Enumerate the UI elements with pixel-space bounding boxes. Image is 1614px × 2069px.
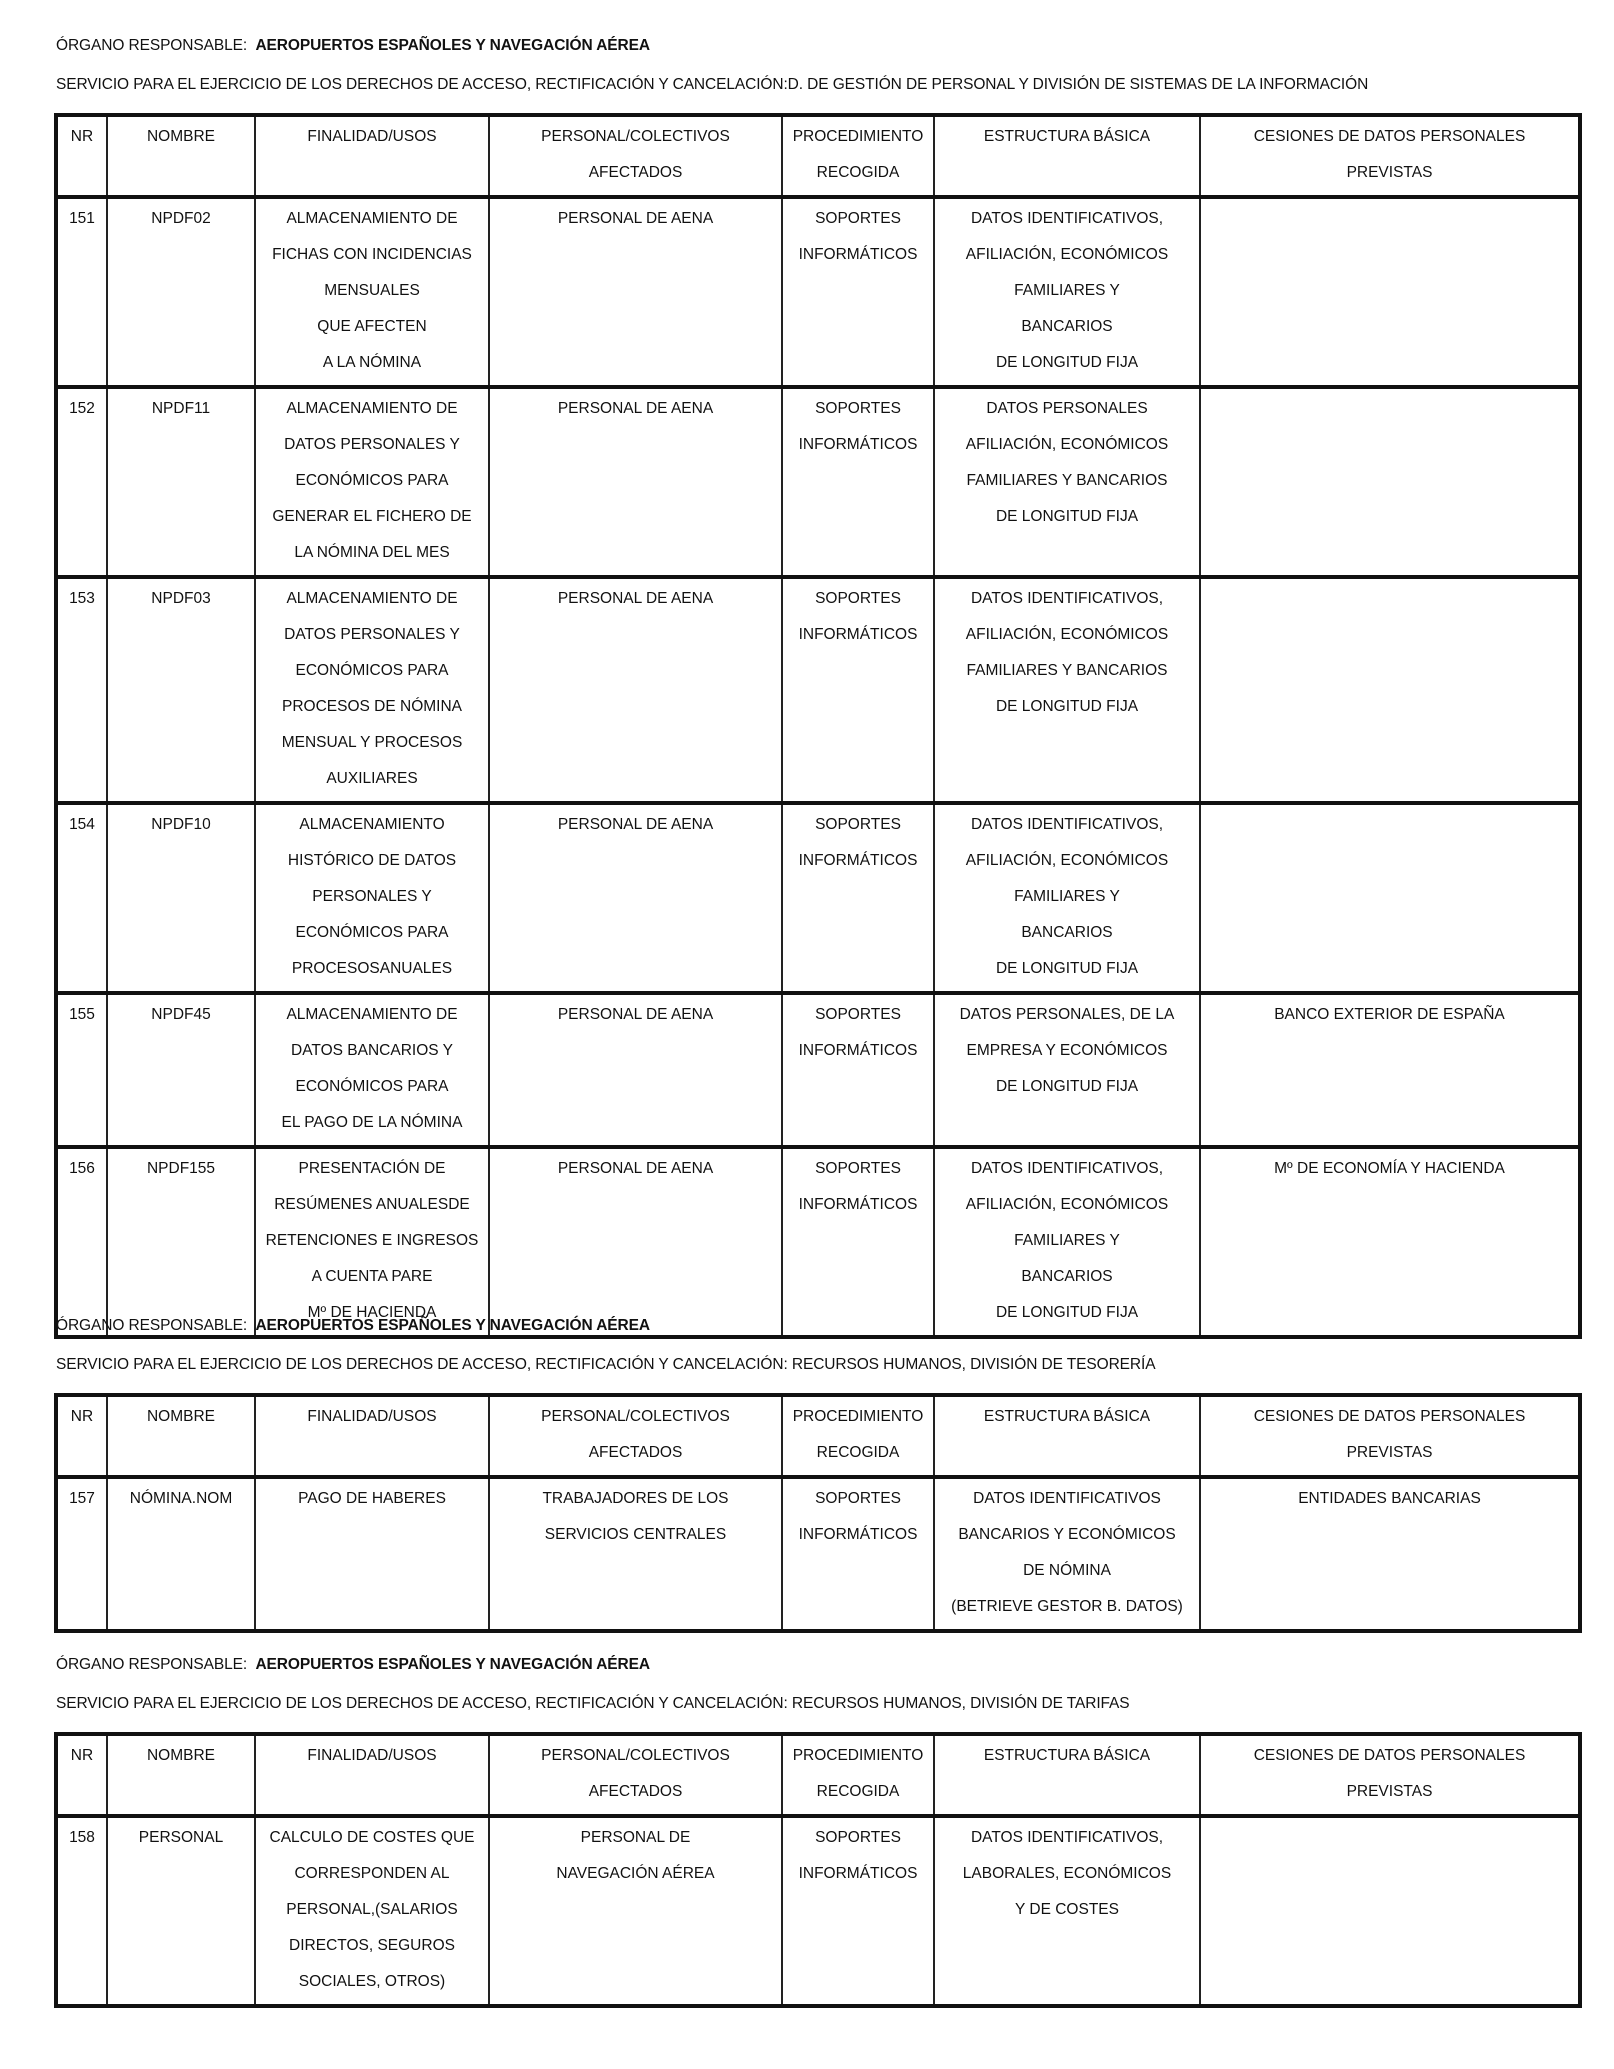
cell-text-line: NÓMINA.NOM	[129, 1490, 233, 1507]
header-estructura	[934, 115, 1200, 197]
cell-text-line: PERSONAL DE AENA	[557, 1006, 714, 1023]
cell-text-line: DATOS IDENTIFICATIVOS,	[970, 1829, 1164, 1846]
header-text: NOMBRE	[146, 1747, 216, 1764]
cell-text-line: PROCESOSANUALES	[291, 960, 453, 977]
cell-text-line: QUE AFECTEN	[317, 318, 427, 335]
header-text: PREVISTAS	[1346, 1783, 1433, 1800]
cell-text-line: LA NÓMINA DEL MES	[294, 544, 450, 561]
cell-nombre	[107, 1477, 255, 1631]
registry-section-1	[56, 36, 1576, 1339]
service-line: SERVICIO PARA EL EJERCICIO DE LOS DERECHOS DE ACCESO, RECTIFICACIÓN Y CANCELACIÓN: RECURSOS HUMANOS, DIVISIÓN DE TARIFAS	[56, 1695, 1130, 1712]
cell-text-line: SOPORTES	[815, 210, 901, 227]
header-estructura	[934, 1734, 1200, 1816]
header-text: CESIONES DE DATOS PERSONALES	[1253, 1408, 1526, 1425]
table-row	[56, 1147, 1580, 1337]
cell-text-line: PRESENTACIÓN DE	[298, 1160, 446, 1177]
cell-estructura	[934, 1816, 1200, 2006]
organ-label: ÓRGANO RESPONSABLE:	[56, 37, 248, 54]
registry-table	[54, 1393, 1582, 1633]
cell-personal	[489, 577, 782, 803]
header-nombre	[107, 115, 255, 197]
cell-personal	[489, 803, 782, 993]
organ-responsible-line	[56, 36, 1576, 56]
header-text: ESTRUCTURA BÁSICA	[983, 1408, 1151, 1425]
registry-table	[54, 1732, 1582, 2008]
header-finalidad	[255, 1734, 489, 1816]
cell-text-line: DATOS IDENTIFICATIVOS,	[970, 590, 1164, 607]
cell-text-line: BANCARIOS	[1021, 318, 1113, 335]
organ-value: AEROPUERTOS ESPAÑOLES Y NAVEGACIÓN AÉREA	[255, 1656, 650, 1673]
cell-text-line: PERSONAL DE AENA	[557, 210, 714, 227]
cell-text-line: DATOS IDENTIFICATIVOS,	[970, 210, 1164, 227]
cell-text-line: FAMILIARES Y	[1014, 1232, 1120, 1249]
cell-text-line: AFILIACIÓN, ECONÓMICOS	[965, 436, 1169, 453]
cell-finalidad	[255, 1477, 489, 1631]
cell-text-line: Y DE COSTES	[1015, 1901, 1119, 1918]
organ-value: AEROPUERTOS ESPAÑOLES Y NAVEGACIÓN AÉREA	[255, 37, 650, 54]
cell-personal	[489, 1477, 782, 1631]
header-text: CESIONES DE DATOS PERSONALES	[1253, 128, 1526, 145]
cell-text-line: INFORMÁTICOS	[798, 626, 918, 643]
cell-text-line: DATOS PERSONALES, DE LA	[959, 1006, 1175, 1023]
cell-procedimiento	[782, 1816, 934, 2006]
cell-personal	[489, 387, 782, 577]
cell-cesiones	[1200, 387, 1580, 577]
header-finalidad	[255, 115, 489, 197]
cell-personal	[489, 993, 782, 1147]
cell-text-line: PAGO DE HABERES	[298, 1490, 446, 1507]
cell-text-line: TRABAJADORES DE LOS	[542, 1490, 729, 1507]
cell-text-line: SOPORTES	[815, 1006, 901, 1023]
cell-text-line: DE LONGITUD FIJA	[995, 698, 1139, 715]
cell-estructura	[934, 577, 1200, 803]
header-text: AFECTADOS	[588, 1444, 683, 1461]
table-row	[56, 803, 1580, 993]
header-text: CESIONES DE DATOS PERSONALES	[1253, 1747, 1526, 1764]
cell-text-line: AFILIACIÓN, ECONÓMICOS	[965, 1196, 1169, 1213]
cell-estructura	[934, 387, 1200, 577]
cell-text-line: PERSONAL DE AENA	[557, 590, 714, 607]
registry-section-3	[56, 1655, 1576, 2008]
header-text: ESTRUCTURA BÁSICA	[983, 1747, 1151, 1764]
cell-procedimiento	[782, 1477, 934, 1631]
cell-text-line: NPDF11	[151, 400, 211, 417]
cell-finalidad	[255, 993, 489, 1147]
cell-text-line: NPDF10	[151, 816, 211, 833]
cell-estructura	[934, 803, 1200, 993]
organ-responsible-line	[56, 1655, 1576, 1675]
header-nr	[56, 1395, 107, 1477]
cell-estructura	[934, 1477, 1200, 1631]
cell-text-line: ECONÓMICOS PARA	[295, 924, 449, 941]
cell-text-line: BANCO EXTERIOR DE ESPAÑA	[1274, 1006, 1505, 1023]
cell-text-line: ECONÓMICOS PARA	[295, 662, 449, 679]
cell-text-line: EMPRESA Y ECONÓMICOS	[966, 1042, 1168, 1059]
organ-label: ÓRGANO RESPONSABLE:	[56, 1317, 248, 1334]
cell-text-line: BANCARIOS Y ECONÓMICOS	[958, 1526, 1176, 1543]
table-row	[56, 1816, 1580, 2006]
header-text: PROCEDIMIENTO	[792, 1408, 924, 1425]
cell-estructura	[934, 993, 1200, 1147]
cell-text-line: DATOS IDENTIFICATIVOS,	[970, 816, 1164, 833]
cell-text-line: GENERAR EL FICHERO DE	[272, 508, 472, 525]
cell-nombre	[107, 577, 255, 803]
cell-text-line: DATOS PERSONALES Y	[284, 626, 460, 643]
cell-cesiones	[1200, 1477, 1580, 1631]
cell-text-line: 151	[69, 210, 95, 227]
cell-text-line: ALMACENAMIENTO	[299, 816, 445, 833]
header-estructura	[934, 1395, 1200, 1477]
cell-text-line: AUXILIARES	[326, 770, 418, 787]
header-text: RECOGIDA	[816, 1783, 900, 1800]
cell-text-line: DE LONGITUD FIJA	[995, 508, 1139, 525]
cell-text-line: PROCESOS DE NÓMINA	[282, 698, 462, 715]
cell-text-line: CORRESPONDEN AL	[294, 1865, 450, 1882]
cell-text-line: CALCULO DE COSTES QUE	[269, 1829, 475, 1846]
cell-text-line: NAVEGACIÓN AÉREA	[556, 1865, 715, 1882]
cell-text-line: AFILIACIÓN, ECONÓMICOS	[965, 246, 1169, 263]
cell-nombre	[107, 993, 255, 1147]
cell-text-line: RESÚMENES ANUALESDE	[274, 1196, 470, 1213]
header-text: NR	[70, 1408, 94, 1425]
header-text: AFECTADOS	[588, 1783, 683, 1800]
header-nr	[56, 115, 107, 197]
header-personal	[489, 115, 782, 197]
cell-estructura	[934, 197, 1200, 387]
cell-text-line: LABORALES, ECONÓMICOS	[962, 1865, 1172, 1882]
organ-responsible-line	[56, 1316, 1576, 1336]
cell-text-line: NPDF02	[151, 210, 211, 227]
cell-text-line: ALMACENAMIENTO DE	[286, 400, 458, 417]
header-procedimiento	[782, 1734, 934, 1816]
table-row	[56, 197, 1580, 387]
cell-text-line: BANCARIOS	[1021, 1268, 1113, 1285]
cell-text-line: A CUENTA PARE	[311, 1268, 433, 1285]
header-text: RECOGIDA	[816, 1444, 900, 1461]
cell-text-line: ECONÓMICOS PARA	[295, 1078, 449, 1095]
service-line: SERVICIO PARA EL EJERCICIO DE LOS DERECHOS DE ACCESO, RECTIFICACIÓN Y CANCELACIÓN: RECURSOS HUMANOS, DIVISIÓN DE TESORERÍA	[56, 1356, 1156, 1373]
cell-text-line: INFORMÁTICOS	[798, 246, 918, 263]
cell-text-line: 156	[69, 1160, 95, 1177]
cell-nr	[56, 1477, 107, 1631]
table-header-row	[56, 115, 1580, 197]
cell-text-line: BANCARIOS	[1021, 924, 1113, 941]
cell-text-line: ALMACENAMIENTO DE	[286, 210, 458, 227]
cell-text-line: INFORMÁTICOS	[798, 1042, 918, 1059]
cell-text-line: AFILIACIÓN, ECONÓMICOS	[965, 626, 1169, 643]
header-text: FINALIDAD/USOS	[307, 1408, 437, 1425]
cell-text-line: ECONÓMICOS PARA	[295, 472, 449, 489]
cell-cesiones	[1200, 993, 1580, 1147]
header-text: PERSONAL/COLECTIVOS	[541, 1747, 730, 1764]
cell-text-line: INFORMÁTICOS	[798, 1196, 918, 1213]
cell-cesiones	[1200, 803, 1580, 993]
cell-nr	[56, 197, 107, 387]
cell-nombre	[107, 803, 255, 993]
cell-text-line: DE LONGITUD FIJA	[995, 1078, 1139, 1095]
registry-table	[54, 113, 1582, 1339]
cell-finalidad	[255, 197, 489, 387]
cell-text-line: PERSONAL DE AENA	[557, 400, 714, 417]
cell-cesiones	[1200, 197, 1580, 387]
table-row	[56, 1477, 1580, 1631]
table-row	[56, 577, 1580, 803]
header-text: ESTRUCTURA BÁSICA	[983, 128, 1151, 145]
cell-nr	[56, 993, 107, 1147]
cell-text-line: PERSONAL DE	[580, 1829, 691, 1846]
cell-text-line: FAMILIARES Y	[1014, 888, 1120, 905]
cell-finalidad	[255, 1147, 489, 1337]
cell-finalidad	[255, 577, 489, 803]
organ-value: AEROPUERTOS ESPAÑOLES Y NAVEGACIÓN AÉREA	[255, 1317, 650, 1334]
cell-text-line: SERVICIOS CENTRALES	[544, 1526, 727, 1543]
cell-text-line: SOPORTES	[815, 590, 901, 607]
header-text: PERSONAL/COLECTIVOS	[541, 1408, 730, 1425]
cell-text-line: 155	[69, 1006, 95, 1023]
cell-text-line: PERSONAL DE AENA	[557, 1160, 714, 1177]
cell-text-line: DATOS IDENTIFICATIVOS,	[970, 1160, 1164, 1177]
cell-text-line: HISTÓRICO DE DATOS	[287, 852, 457, 869]
cell-text-line: SOPORTES	[815, 1160, 901, 1177]
cell-nr	[56, 387, 107, 577]
cell-text-line: MENSUALES	[324, 282, 420, 299]
cell-text-line: DATOS PERSONALES Y	[284, 436, 460, 453]
cell-nr	[56, 577, 107, 803]
cell-text-line: Mº DE HACIENDA	[307, 1304, 437, 1321]
organ-label: ÓRGANO RESPONSABLE:	[56, 1656, 248, 1673]
cell-text-line: INFORMÁTICOS	[798, 852, 918, 869]
header-nombre	[107, 1734, 255, 1816]
cell-finalidad	[255, 1816, 489, 2006]
cell-text-line: FAMILIARES Y	[1014, 282, 1120, 299]
cell-text-line: ALMACENAMIENTO DE	[286, 1006, 458, 1023]
cell-text-line: (BETRIEVE GESTOR B. DATOS)	[951, 1598, 1183, 1615]
header-text: PROCEDIMIENTO	[792, 128, 924, 145]
header-text: FINALIDAD/USOS	[307, 1747, 437, 1764]
cell-text-line: SOPORTES	[815, 400, 901, 417]
cell-text-line: INFORMÁTICOS	[798, 436, 918, 453]
header-text: RECOGIDA	[816, 164, 900, 181]
header-text: PROCEDIMIENTO	[792, 1747, 924, 1764]
cell-text-line: PERSONAL DE AENA	[557, 816, 714, 833]
cell-text-line: DE LONGITUD FIJA	[995, 960, 1139, 977]
cell-text-line: DE LONGITUD FIJA	[995, 354, 1139, 371]
cell-personal	[489, 197, 782, 387]
cell-text-line: PERSONALES Y	[312, 888, 432, 905]
header-nr	[56, 1734, 107, 1816]
cell-finalidad	[255, 803, 489, 993]
cell-text-line: PERSONAL	[138, 1829, 224, 1846]
cell-text-line: INFORMÁTICOS	[798, 1865, 918, 1882]
registry-section-2	[56, 1316, 1576, 1633]
cell-procedimiento	[782, 803, 934, 993]
cell-nombre	[107, 1816, 255, 2006]
cell-nombre	[107, 1147, 255, 1337]
cell-text-line: DE NÓMINA	[1023, 1562, 1111, 1579]
table-row	[56, 387, 1580, 577]
header-text: NOMBRE	[146, 128, 216, 145]
cell-text-line: FICHAS CON INCIDENCIAS	[272, 246, 472, 263]
header-text: NR	[70, 1747, 94, 1764]
cell-text-line: SOCIALES, OTROS)	[298, 1973, 446, 1990]
cell-text-line: SOPORTES	[815, 1829, 901, 1846]
cell-cesiones	[1200, 1816, 1580, 2006]
cell-text-line: AFILIACIÓN, ECONÓMICOS	[965, 852, 1169, 869]
header-nombre	[107, 1395, 255, 1477]
header-procedimiento	[782, 115, 934, 197]
cell-text-line: DE LONGITUD FIJA	[995, 1304, 1139, 1321]
cell-procedimiento	[782, 993, 934, 1147]
cell-text-line: INFORMÁTICOS	[798, 1526, 918, 1543]
header-cesiones	[1200, 1395, 1580, 1477]
cell-nr	[56, 803, 107, 993]
header-personal	[489, 1395, 782, 1477]
cell-text-line: PERSONAL,(SALARIOS	[286, 1901, 458, 1918]
cell-cesiones	[1200, 577, 1580, 803]
cell-estructura	[934, 1147, 1200, 1337]
cell-nombre	[107, 387, 255, 577]
cell-text-line: NPDF03	[151, 590, 211, 607]
cell-procedimiento	[782, 387, 934, 577]
cell-nr	[56, 1147, 107, 1337]
cell-text-line: FAMILIARES Y BANCARIOS	[966, 472, 1168, 489]
header-finalidad	[255, 1395, 489, 1477]
service-line: SERVICIO PARA EL EJERCICIO DE LOS DERECHOS DE ACCESO, RECTIFICACIÓN Y CANCELACIÓN:D. DE GESTIÓN DE PERSONAL Y DIVISIÓN DE SISTEMAS DE LA INFORMACIÓN	[56, 76, 1369, 93]
cell-text-line: DIRECTOS, SEGUROS	[289, 1937, 455, 1954]
header-text: AFECTADOS	[588, 164, 683, 181]
cell-text-line: FAMILIARES Y BANCARIOS	[966, 662, 1168, 679]
header-text: NR	[70, 128, 94, 145]
cell-cesiones	[1200, 1147, 1580, 1337]
header-cesiones	[1200, 115, 1580, 197]
cell-text-line: NPDF45	[151, 1006, 211, 1023]
cell-finalidad	[255, 387, 489, 577]
cell-text-line: ENTIDADES BANCARIAS	[1298, 1490, 1481, 1507]
header-text: PREVISTAS	[1346, 164, 1433, 181]
cell-nr	[56, 1816, 107, 2006]
table-row	[56, 993, 1580, 1147]
cell-text-line: NPDF155	[146, 1160, 216, 1177]
cell-text-line: A LA NÓMINA	[322, 354, 422, 371]
cell-procedimiento	[782, 197, 934, 387]
cell-text-line: ALMACENAMIENTO DE	[286, 590, 458, 607]
cell-text-line: DATOS BANCARIOS Y	[291, 1042, 453, 1059]
header-text: PERSONAL/COLECTIVOS	[541, 128, 730, 145]
cell-text-line: 158	[69, 1829, 95, 1846]
header-text: PREVISTAS	[1346, 1444, 1433, 1461]
cell-text-line: SOPORTES	[815, 1490, 901, 1507]
table-header-row	[56, 1395, 1580, 1477]
cell-procedimiento	[782, 1147, 934, 1337]
cell-text-line: 153	[69, 590, 95, 607]
cell-text-line: MENSUAL Y PROCESOS	[281, 734, 463, 751]
cell-text-line: SOPORTES	[815, 816, 901, 833]
cell-text-line: DATOS PERSONALES	[986, 400, 1148, 417]
cell-text-line: RETENCIONES E INGRESOS	[265, 1232, 479, 1249]
cell-procedimiento	[782, 577, 934, 803]
cell-text-line: EL PAGO DE LA NÓMINA	[281, 1114, 463, 1131]
cell-text-line: 154	[69, 816, 95, 833]
header-text: NOMBRE	[146, 1408, 216, 1425]
table-header-row	[56, 1734, 1580, 1816]
cell-text-line: DATOS IDENTIFICATIVOS	[973, 1490, 1161, 1507]
header-procedimiento	[782, 1395, 934, 1477]
cell-nombre	[107, 197, 255, 387]
header-text: FINALIDAD/USOS	[307, 128, 437, 145]
cell-personal	[489, 1816, 782, 2006]
cell-text-line: 157	[69, 1490, 95, 1507]
cell-text-line: Mº DE ECONOMÍA Y HACIENDA	[1274, 1160, 1505, 1177]
cell-text-line: 152	[69, 400, 95, 417]
header-personal	[489, 1734, 782, 1816]
cell-personal	[489, 1147, 782, 1337]
header-cesiones	[1200, 1734, 1580, 1816]
